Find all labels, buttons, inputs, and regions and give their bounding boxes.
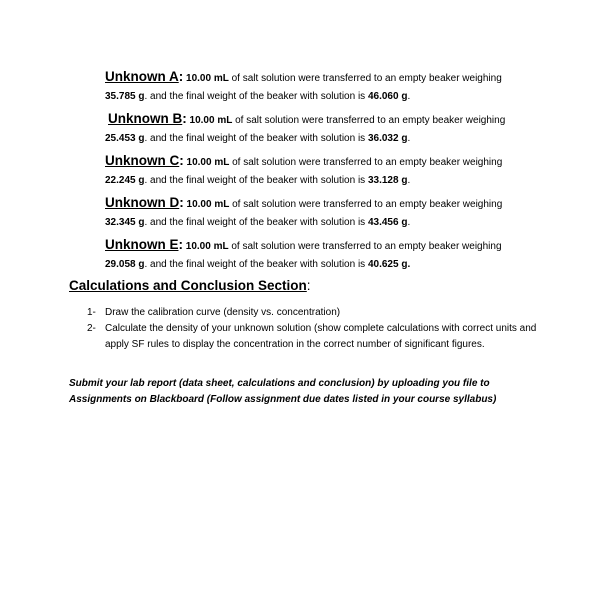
unknown-c-volume: 10.00 mL	[186, 157, 230, 168]
unknown-a-volume: 10.00 mL	[186, 73, 229, 84]
step-number: 1-	[87, 307, 96, 318]
unknown-c-beaker-weight: 22.245 g	[105, 175, 145, 186]
unknown-e-paragraph	[105, 236, 555, 274]
unknown-e-volume: 10.00 mL	[185, 241, 229, 252]
unknown-b-paragraph	[105, 110, 558, 148]
unknown-e-beaker-weight: 29.058 g	[105, 259, 145, 270]
unknown-c-final-weight: 33.128 g	[367, 175, 408, 186]
step-text: Draw the calibration curve (density vs. concentration)	[105, 307, 341, 318]
unknown-a-line-2: 35.785 g. and the final weight of the beaker with solution is 46.060 g.	[105, 91, 411, 102]
submit-instructions: Submit your lab report (data sheet, calculations and conclusion) by uploading you file to Assignments on Blackboard (Follow assignment due dates listed in your course syllabus)	[69, 378, 497, 405]
unknown-e-line-1: Unknown E: 10.00 mL of salt solution were transferred to an empty beaker weighing	[105, 237, 502, 252]
unknown-d-label: Unknown D	[105, 195, 180, 210]
step-number: 2-	[87, 323, 96, 334]
list-item	[87, 305, 547, 321]
unknown-b-line-1: Unknown B: 10.00 mL of salt solution were transferred to an empty beaker weighing	[108, 111, 506, 126]
steps-list	[87, 305, 547, 353]
list-item	[87, 321, 547, 353]
unknown-b-final-weight: 36.032 g	[367, 133, 408, 144]
unknown-b-label: Unknown B	[108, 111, 183, 126]
unknown-e-final-weight: 40.625 g	[367, 259, 408, 270]
unknown-a-paragraph	[105, 68, 555, 106]
section-title	[69, 278, 311, 293]
unknown-a-final-weight: 46.060 g	[367, 91, 408, 102]
unknown-b-line-2: 25.453 g. and the final weight of the beaker with solution is 36.032 g.	[105, 133, 411, 144]
unknown-b-volume: 10.00 mL	[189, 115, 233, 126]
unknown-c-paragraph	[105, 152, 555, 190]
unknown-c-line-1: Unknown C: 10.00 mL of salt solution were transferred to an empty beaker weighing	[105, 153, 503, 168]
unknown-d-final-weight: 43.456 g	[367, 217, 408, 228]
unknown-d-paragraph	[105, 194, 555, 232]
unknown-c-line-2: 22.245 g. and the final weight of the beaker with solution is 33.128 g.	[105, 175, 411, 186]
unknown-d-beaker-weight: 32.345 g	[105, 217, 145, 228]
unknown-e-label: Unknown E	[105, 237, 179, 252]
unknown-e-line-2: 29.058 g. and the final weight of the beaker with solution is 40.625 g.	[105, 259, 411, 270]
unknown-d-line-1: Unknown D: 10.00 mL of salt solution were transferred to an empty beaker weighing	[105, 195, 503, 210]
unknown-a-beaker-weight: 35.785 g	[105, 91, 145, 102]
unknown-c-label: Unknown C	[105, 153, 180, 168]
unknown-d-line-2: 32.345 g. and the final weight of the beaker with solution is 43.456 g.	[105, 217, 411, 228]
section-title-text: Calculations and Conclusion Section	[69, 278, 307, 293]
unknown-a-label: Unknown A	[105, 69, 179, 84]
step-text: Calculate the density of your unknown solution (show complete calculations with correct units and apply SF rules to display the concentration in the correct number of significant figures.	[105, 323, 537, 350]
section-title-colon: :	[306, 278, 311, 293]
unknown-d-volume: 10.00 mL	[186, 199, 230, 210]
unknown-b-beaker-weight: 25.453 g	[105, 133, 145, 144]
unknown-a-line-1: Unknown A: 10.00 mL of salt solution were transferred to an empty beaker weighing	[105, 69, 502, 84]
